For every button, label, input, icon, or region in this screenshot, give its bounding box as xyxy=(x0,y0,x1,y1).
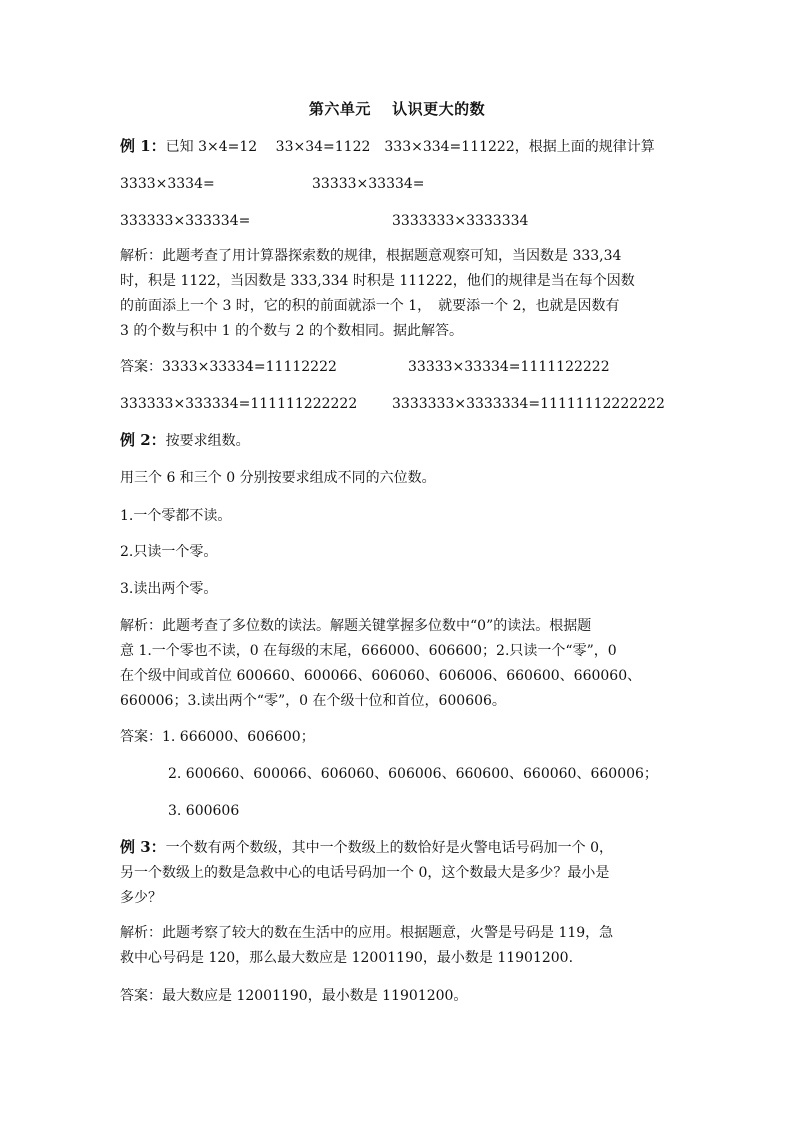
example-1-text: 已知 3×4=12 33×34=1122 333×334=111222，根据上面的规律计算 xyxy=(165,139,655,155)
analysis-line: 解析：此题考查了多位数的读法。解题关键掌握多位数中“0”的读法。根据题 xyxy=(120,618,592,634)
example-1-question xyxy=(120,136,655,157)
example-2-answer-1 xyxy=(120,727,315,747)
example-3-text: 一个数有两个数级，其中一个数级上的数恰好是火警电话号码加一个 0， xyxy=(165,840,614,856)
example-2-label: 例 2： xyxy=(120,431,166,449)
example-1-answer-1 xyxy=(120,357,337,377)
example-2-item-3: 3.读出两个零。 xyxy=(120,581,218,597)
analysis-line: 在个级中间或首位 600660、600066、606060、606006、660600、660060、 xyxy=(120,668,642,684)
answer-label: 答案： xyxy=(120,359,162,375)
example-1-q1: 3333×3334= xyxy=(120,176,215,192)
example-2-item-2: 2.只读一个零。 xyxy=(120,544,218,560)
example-3-text: 多少？ xyxy=(120,890,162,906)
example-3-question xyxy=(120,835,680,911)
analysis-line: 3 的个数与积中 1 的个数与 2 的个数相同。据此解答。 xyxy=(120,323,463,339)
page-title: 第六单元 认识更大的数 xyxy=(308,100,486,118)
analysis-line: 解析：此题考查了用计算器探索数的规律，根据题意观察可知，当因数是 333,34 xyxy=(120,248,622,264)
example-2-answer-2: 2. 600660、600066、606060、606006、660600、660060、660006； xyxy=(168,766,658,782)
example-1-answer-2: 33333×33334=1111122222 xyxy=(408,359,610,375)
example-1-label: 例 1： xyxy=(120,137,166,155)
example-2-text: 按要求组数。 xyxy=(165,433,250,449)
example-2-analysis xyxy=(120,614,680,714)
example-3-analysis xyxy=(120,921,680,971)
answer-text: 1. 666000、606600； xyxy=(162,729,315,745)
analysis-line: 解析：此题考察了较大的数在生活中的应用。根据题意，火警是号码是 119，急 xyxy=(120,925,614,941)
example-3-text: 另一个数级上的数是急救中心的电话号码加一个 0，这个数最大是多少？最小是 xyxy=(120,865,610,881)
example-1-analysis xyxy=(120,244,680,344)
example-1-q3: 333333×333334= xyxy=(120,213,251,229)
analysis-line: 的前面添上一个 3 时，它的积的前面就添一个 1， 就要添一个 2，也就是因数有 xyxy=(120,298,620,314)
example-2-question xyxy=(120,430,250,451)
example-3-label: 例 3： xyxy=(120,838,166,856)
example-1-q4: 3333333×3333334 xyxy=(392,213,529,229)
analysis-line: 660006；3.读出两个“零”，0 在个级十位和首位，600606。 xyxy=(120,693,506,709)
example-1-answer-4: 3333333×3333334=11111112222222 xyxy=(392,396,665,412)
example-2-intro: 用三个 6 和三个 0 分别按要求组成不同的六位数。 xyxy=(120,470,436,486)
example-2-answer-3: 3. 600606 xyxy=(168,803,240,819)
answer-label: 答案： xyxy=(120,729,162,745)
analysis-line: 时，积是 1122，当因数是 333,334 时积是 111222，他们的规律是当在每个因数 xyxy=(120,273,635,289)
answer-text: 3333×33334=11112222 xyxy=(162,359,337,375)
example-3-answer: 答案：最大数应是 12001190，最小数是 11901200。 xyxy=(120,988,468,1004)
analysis-line: 意 1.一个零也不读，0 在每级的末尾，666000、606600；2.只读一个“零”，0 xyxy=(120,643,617,659)
example-1-q2: 33333×33334= xyxy=(312,176,425,192)
example-2-item-1: 1.一个零都不读。 xyxy=(120,508,232,524)
analysis-line: 救中心号码是 120，那么最大数应是 12001190，最小数是 11901200. xyxy=(120,950,574,966)
example-1-answer-3: 333333×333334=111111222222 xyxy=(120,396,358,412)
